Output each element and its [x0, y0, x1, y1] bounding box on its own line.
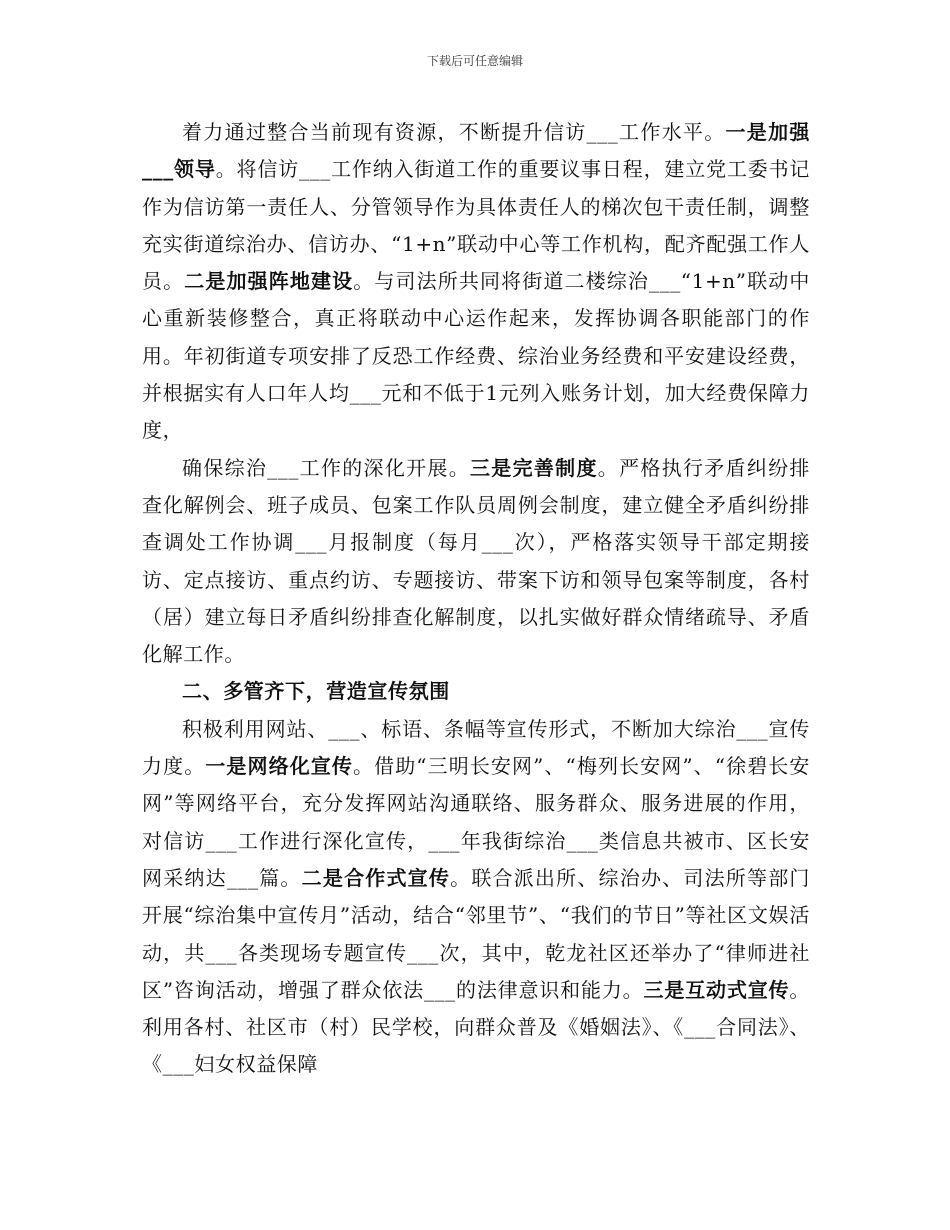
p1-bold-2: 二是加强阵地建设	[184, 269, 354, 294]
p1-text-3: 。与司法所共同将街道二楼综治___“1+n”联动中心重新装修整合，真正将联动中心运作起来，发挥协调各职能部门的作用。年初街道专项安排了反恐工作经费、综治业务经费和平安建设经费，并根据实有人口年人均___元和不低于1元列入账务计划，加大经费保障力度，	[142, 269, 810, 443]
p2-text-1: 确保综治___工作的深化开展。	[182, 455, 471, 480]
p1-text-2: 。将信访___工作纳入街道工作的重要议事日程，建立党工委书记作为信访第一责任人、分管领导作为具体责任人的梯次包干责任制，调整充实街道综治办、信访办、“1+n”联动中心等工作机构，配齐配强工作人员。	[142, 157, 811, 294]
p3-bold-2: 二是合作式宣传	[301, 865, 451, 890]
p3-bold-1: 一是网络化宣传	[205, 754, 353, 779]
p1-bold-1: 一是加强___领导	[142, 120, 810, 182]
page-header-note: 下载后可任意编辑	[426, 54, 523, 68]
document-body	[142, 114, 810, 1084]
paragraph-3	[142, 711, 810, 1084]
p3-text-1: 积极利用网站、___、标语、条幅等宣传形式，不断加大综治___宣传力度。	[142, 716, 810, 779]
p2-text-2: 。严格执行矛盾纠纷排查化解例会、班子成员、包案工作队员周例会制度，建立健全矛盾纠纷排查调处工作协调___月报制度（每月___次），严格落实领导干部定期接访、定点接访、重点约访、专题接访、带案下访和领导包案等制度，各村（居）建立每日矛盾纠纷排查化解制度，以扎实做好群众情绪疏导、矛盾化解工作。	[142, 455, 811, 667]
paragraph-2	[142, 450, 810, 674]
p2-bold-1: 三是完善制度	[470, 455, 598, 480]
section-heading: 二、多管齐下，营造宣传氛围	[182, 679, 450, 704]
p1-text-1: 着力通过整合当前现有资源，不断提升信访___工作水平。	[182, 120, 726, 144]
p3-text-3: 。联合派出所、综治办、司法所等部门开展“综治集中宣传月”活动，结合“邻里节”、“我们的节日”等社区文娱活动，共___各类现场专题宣传___次，其中，乾龙社区还举办了“律师进社区”咨询活动，增强了群众依法___的法律意识和能力。	[142, 865, 811, 1002]
p3-bold-3: 三是互动式宣传	[643, 977, 790, 1002]
paragraph-1	[142, 114, 810, 450]
p3-text-4: 。利用各村、社区市（村）民学校，向群众普及《婚姻法》、《___合同法》、《___妇女权益保障	[142, 977, 811, 1077]
p3-text-2: 。借助“三明长安网”、“梅列长安网”、“徐碧长安网”等网络平台，充分发挥网站沟通联络、服务群众、服务进展的作用，对信访___工作进行深化宣传，___年我街综治___类信息共被市、区长安网采纳达___篇。	[142, 754, 810, 890]
